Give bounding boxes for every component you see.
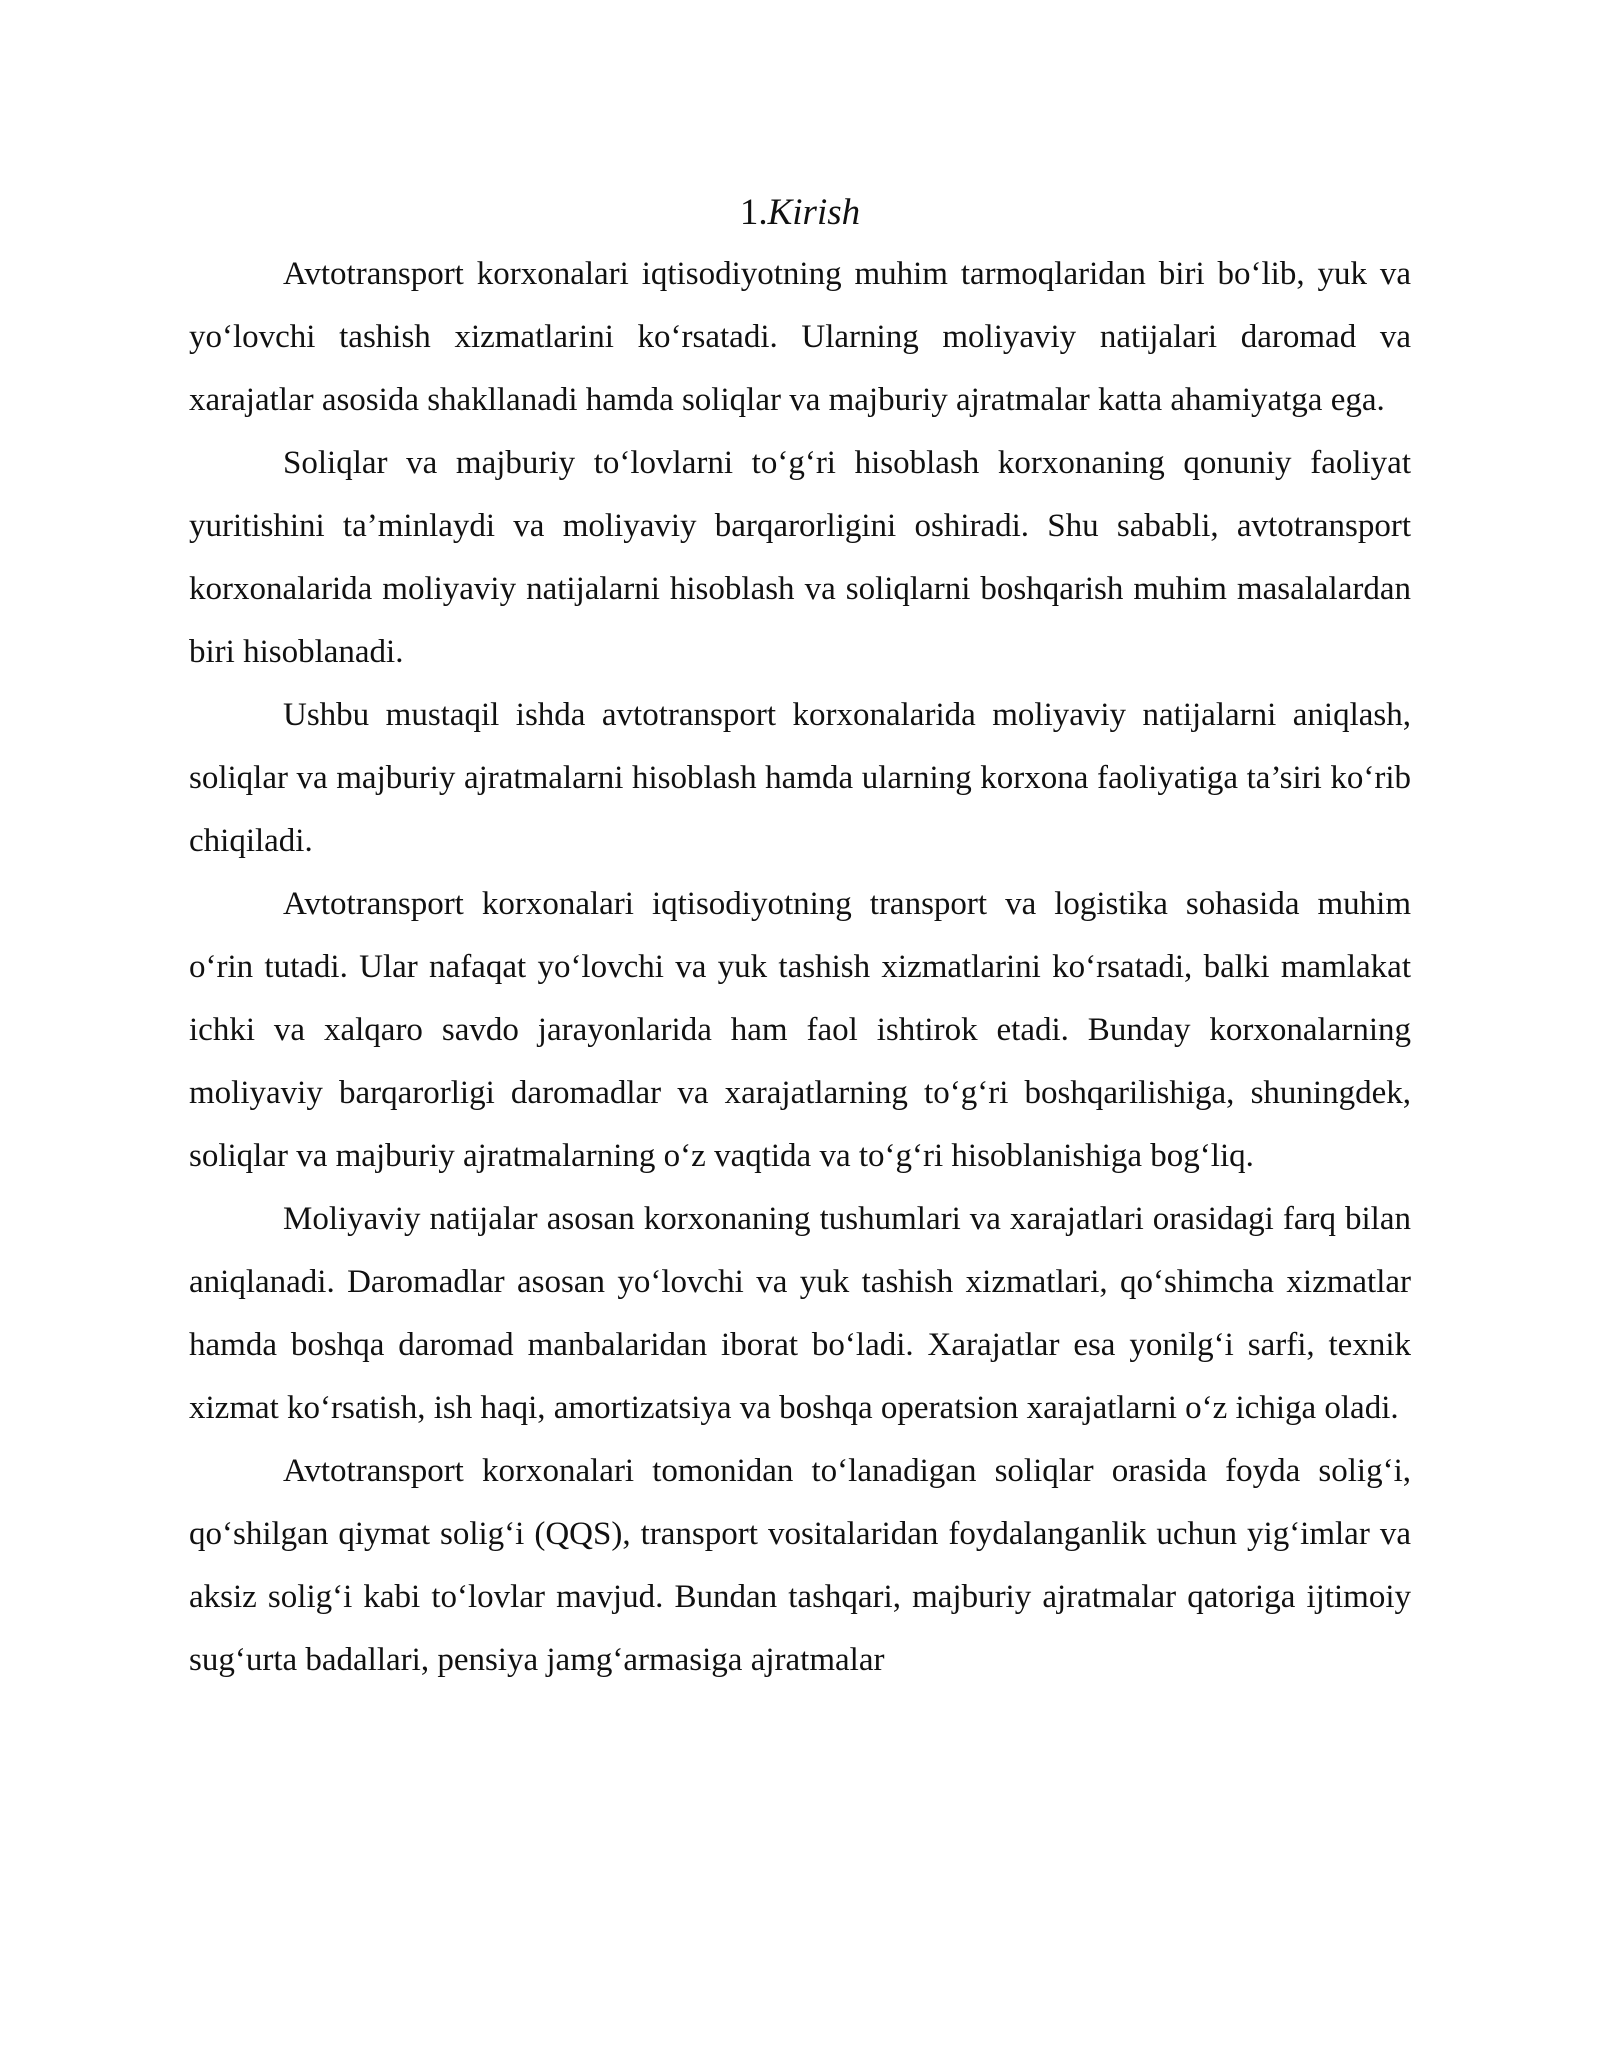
document-body <box>189 185 1411 1692</box>
paragraph: Avtotransport korxonalari iqtisodiyotning transport va logistika sohasida muhim o‘rin tutadi. Ular nafaqat yo‘lovchi va yuk tashish xizmatlarini ko‘rsatadi, balki mamlakat ichki va xalqaro savdo jarayonlarida ham faol ishtirok etadi. Bunday korxonalarning moliyaviy barqarorligi daromadlar va xarajatlarning to‘g‘ri boshqarilishiga, shuningdek, soliqlar va majburiy ajratmalarning o‘z vaqtida va to‘g‘ri hisoblanishiga bog‘liq. <box>189 886 1411 1174</box>
section-heading <box>189 185 1411 241</box>
paragraph: Soliqlar va majburiy to‘lovlarni to‘g‘ri hisoblash korxonaning qonuniy faoliyat yuritishini ta’minlaydi va moliyaviy barqarorligini oshiradi. Shu sababli, avtotransport korxonalarida moliyaviy natijalarni hisoblash va soliqlarni boshqarish muhim masalalardan biri hisoblanadi. <box>189 445 1411 670</box>
paragraph: Avtotransport korxonalari tomonidan to‘lanadigan soliqlar orasida foyda solig‘i, qo‘shilgan qiymat solig‘i (QQS), transport vositalaridan foydalanganlik uchun yig‘imlar va aksiz solig‘i kabi to‘lovlar mavjud. Bundan tashqari, majburiy ajratmalar qatoriga ijtimoiy sug‘urta badallari, pensiya jamg‘armasiga ajratmalar <box>189 1453 1411 1678</box>
paragraph: Ushbu mustaqil ishda avtotransport korxonalarida moliyaviy natijalarni aniqlash, soliqlar va majburiy ajratmalarni hisoblash hamda ularning korxona faoliyatiga ta’siri ko‘rib chiqiladi. <box>189 697 1411 859</box>
section-title: Kirish <box>767 192 861 233</box>
section-number: 1. <box>739 192 768 233</box>
paragraph: Avtotransport korxonalari iqtisodiyotning muhim tarmoqlaridan biri bo‘lib, yuk va yo‘lovchi tashish xizmatlarini ko‘rsatadi. Ularning moliyaviy natijalari daromad va xarajatlar asosida shakllanadi hamda soliqlar va majburiy ajratmalar katta ahamiyatga ega. <box>189 256 1411 418</box>
paragraph: Moliyaviy natijalar asosan korxonaning tushumlari va xarajatlari orasidagi farq bilan aniqlanadi. Daromadlar asosan yo‘lovchi va yuk tashish xizmatlari, qo‘shimcha xizmatlar hamda boshqa daromad manbalaridan iborat bo‘ladi. Xarajatlar esa yonilg‘i sarfi, texnik xizmat ko‘rsatish, ish haqi, amortizatsiya va boshqa operatsion xarajatlarni o‘z ichiga oladi. <box>189 1201 1411 1426</box>
